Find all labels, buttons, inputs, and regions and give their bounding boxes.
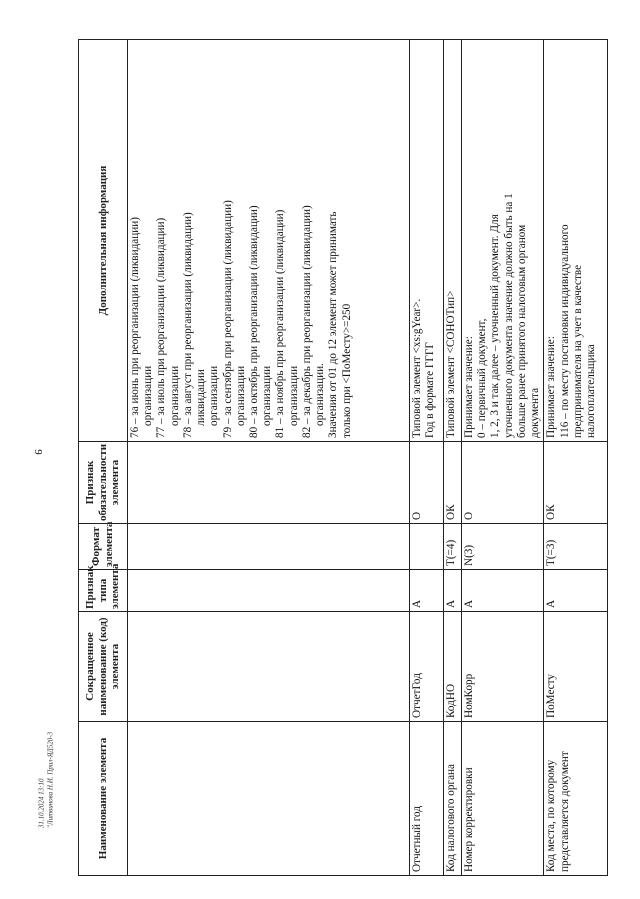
cell-element-name: Код места, по которому представляется документ <box>544 722 608 876</box>
info-line: организации <box>208 365 221 426</box>
info-line: Принимает значение: <box>545 336 558 438</box>
info-line: 77 – за июль при реорганизации (ликвидации) <box>155 217 168 438</box>
info-line: 116 – по месту постановки индивидуального <box>558 224 571 438</box>
cell-element-required: ОК <box>444 442 462 524</box>
table-row <box>128 40 410 876</box>
info-line: организации <box>168 365 181 426</box>
cell-additional-info <box>462 40 544 442</box>
header-element-format: Формат элемента <box>79 524 128 570</box>
cell-element-required <box>128 442 410 524</box>
info-line: 79 – за сентябрь при реорганизации (ликвидации) <box>221 200 234 438</box>
footnote-line-1: 31.10.2024 13:10 <box>37 778 46 829</box>
info-line: предпринимателя на учет в качестве <box>571 264 584 438</box>
info-line: документа <box>529 387 542 438</box>
cell-element-code: ОтчетГод <box>410 612 444 722</box>
footnote-line-2: "Литвинова Н.И. Прил-ЯД520-3 <box>46 731 54 829</box>
cell-element-name: Код налогового органа <box>444 722 462 876</box>
info-line: организации <box>142 365 155 426</box>
cell-element-required: О <box>462 442 544 524</box>
cell-additional-info <box>128 40 410 442</box>
rotated-table-wrapper <box>78 40 597 876</box>
element-spec-table <box>78 39 608 876</box>
table-row <box>462 40 544 876</box>
cell-element-name: Номер корректировки <box>462 722 544 876</box>
info-line: 78 – за август при реорганизации (ликвидации) <box>181 212 194 438</box>
info-line: Значения от 01 до 12 элемент может принимать <box>327 211 340 438</box>
cell-element-type: А <box>462 570 544 612</box>
cell-additional-info <box>444 40 462 442</box>
cell-element-code: НомКорр <box>462 612 544 722</box>
cell-element-type: А <box>444 570 462 612</box>
info-line: 81 – за ноябрь при реорганизации (ликвидации) <box>274 209 287 438</box>
info-line: налогоплательщика <box>584 344 597 438</box>
cell-additional-info <box>544 40 608 442</box>
cell-element-type <box>128 570 410 612</box>
cell-element-code <box>128 612 410 722</box>
cell-element-type: А <box>410 570 444 612</box>
info-line: только при <ПоМесту>=250 <box>340 303 353 438</box>
cell-element-type: А <box>544 570 608 612</box>
info-line: организации <box>261 365 274 426</box>
cell-element-code: КодНО <box>444 612 462 722</box>
info-line: больше ранее принятого налоговым органом <box>515 224 528 438</box>
info-line: 82 – за декабрь при реорганизации (ликвидации) <box>300 205 313 438</box>
header-element-required: Признак обязательности элемента <box>79 442 128 524</box>
header-element-code: Сокращенное наименование (код) элемента <box>79 612 128 722</box>
document-page <box>78 40 597 876</box>
cell-element-name <box>128 722 410 876</box>
info-line: уточненного документа значение должно быть на 1 <box>502 193 515 438</box>
info-line: организации <box>287 365 300 426</box>
cell-element-format: T(=3) <box>544 524 608 570</box>
info-line: организации. <box>314 363 327 426</box>
info-line: организации <box>234 365 247 426</box>
table-header-row <box>79 40 128 876</box>
info-line: Год в формате ГГГГ <box>424 342 437 438</box>
footnote-stamp <box>37 732 55 828</box>
cell-element-code: ПоМесту <box>544 612 608 722</box>
cell-element-required: ОК <box>544 442 608 524</box>
header-element-type: Признак типа элемента <box>79 570 128 612</box>
cell-additional-info <box>410 40 444 442</box>
cell-element-format <box>410 524 444 570</box>
cell-element-format <box>128 524 410 570</box>
table-row <box>444 40 462 876</box>
header-additional-info: Дополнительная информация <box>79 40 128 442</box>
header-element-name: Наименование элемента <box>79 722 128 876</box>
table-row <box>544 40 608 876</box>
info-line: 80 – за октябрь при реорганизации (ликвидации) <box>247 205 260 438</box>
info-line: 0 – первичный документ, <box>476 318 489 438</box>
cell-element-format: T(=4) <box>444 524 462 570</box>
cell-element-name: Отчетный год <box>410 722 444 876</box>
info-line: Принимает значение: <box>463 336 475 438</box>
page-number: 9 <box>32 449 44 455</box>
info-line: Типовой элемент <xs:gYear>. <box>411 298 423 438</box>
info-line: 1, 2, 3 и так далее – уточненный документ. Для <box>489 214 502 438</box>
table-row <box>410 40 444 876</box>
cell-element-format: N(3) <box>462 524 544 570</box>
cell-element-required: О <box>410 442 444 524</box>
info-line: Типовой элемент <СОНОТип> <box>445 290 457 438</box>
info-line: ликвидации <box>195 369 208 426</box>
info-line: 76 – за июнь при реорганизации (ликвидации) <box>129 217 141 438</box>
